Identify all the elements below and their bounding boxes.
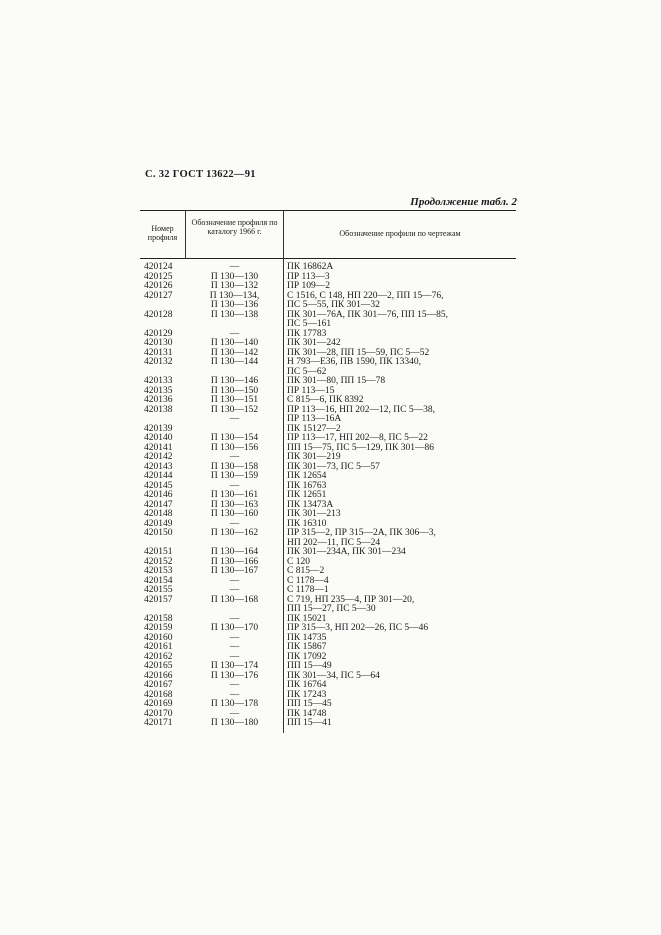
profile-number: 420124 — [144, 262, 173, 272]
catalog-designation: П 130—176 — [210, 670, 259, 681]
table-row — [140, 624, 520, 634]
profile-number: 420148 — [144, 509, 173, 519]
profile-number: 420165 — [144, 661, 173, 671]
drawing-designation: ПК 17092 — [287, 651, 327, 662]
catalog-designation: П 130—134, — [209, 290, 260, 301]
catalog-designation: — — [229, 585, 240, 595]
drawing-designation: ПК 14735 — [287, 632, 327, 643]
profile-number: 420152 — [144, 556, 173, 567]
profile-number: 420153 — [144, 566, 173, 576]
profile-number: 420130 — [144, 338, 173, 348]
drawing-designation: ПР 113—17, НП 202—8, ПС 5—22 — [287, 433, 428, 443]
drawing-designation: ПК 301—213 — [287, 509, 341, 519]
catalog-designation: П 130—160 — [210, 509, 259, 519]
drawing-designation: ПК 301—34, ПС 5—64 — [287, 670, 380, 681]
page-header: С. 32 ГОСТ 13622—91 — [145, 169, 256, 180]
profile-number: 420161 — [144, 642, 173, 652]
drawing-designation: ПК 16764 — [287, 680, 327, 690]
profile-number: 420146 — [144, 490, 173, 500]
table-row — [140, 263, 520, 273]
drawing-designation: ПК 301—242 — [287, 338, 341, 348]
catalog-designation: П 130—159 — [210, 471, 259, 481]
drawing-designation: ПП 15—45 — [287, 699, 332, 709]
drawing-designation: Н 793—Е36, ПВ 1590, ПК 13340, — [287, 357, 422, 367]
catalog-designation: П 130—138 — [210, 309, 259, 320]
catalog-designation: — — [229, 651, 240, 662]
drawing-designation: ПК 14748 — [287, 708, 327, 719]
table-row — [140, 643, 520, 653]
drawing-designation: ПК 301—76А, ПК 301—76, ПП 15—85, — [287, 309, 448, 320]
catalog-designation: П 130—132 — [210, 281, 259, 291]
catalog-designation: — — [229, 613, 240, 624]
drawing-designation: ПК 16763 — [287, 480, 327, 491]
table-row — [140, 672, 520, 682]
profile-number: 420170 — [144, 708, 173, 719]
profile-number: 420126 — [144, 281, 173, 291]
drawing-designation: С 120 — [287, 556, 310, 567]
catalog-designation: — — [229, 262, 240, 272]
catalog-designation: — — [229, 414, 240, 424]
drawing-designation: ПК 301—219 — [287, 452, 341, 462]
drawing-designation: ПР 113—16А — [287, 414, 342, 424]
profile-number: 420149 — [144, 518, 173, 529]
column-header-drawing: Обозначение профили по чертежам — [339, 229, 461, 238]
table-row — [140, 577, 520, 587]
table-row — [140, 634, 520, 644]
profile-number: 420143 — [144, 461, 173, 472]
table-header-rule — [140, 258, 516, 259]
profile-number: 420133 — [144, 376, 173, 386]
drawing-designation: ПР 315—3, НП 202—26, ПС 5—46 — [287, 623, 429, 633]
profile-number: 420157 — [144, 594, 173, 605]
profile-number: 420169 — [144, 699, 173, 709]
catalog-designation: — — [229, 328, 240, 339]
table-row — [140, 558, 520, 568]
drawing-designation: ПК 12654 — [287, 471, 327, 481]
profile-number: 420151 — [144, 547, 173, 557]
catalog-designation: — — [229, 708, 240, 719]
profile-number: 420141 — [144, 442, 173, 453]
drawing-designation: ПК 301—80, ПП 15—78 — [287, 376, 386, 386]
profile-number: 420150 — [144, 528, 173, 538]
catalog-designation: — — [229, 518, 240, 529]
table-row — [140, 510, 520, 520]
catalog-designation: П 130—140 — [210, 338, 259, 348]
drawing-designation: ПР 315—2, ПР 315—2А, ПК 306—3, — [287, 528, 436, 538]
profile-number: 420147 — [144, 499, 173, 510]
catalog-designation: П 130—158 — [210, 461, 259, 472]
column-header-number: Номер профиля — [147, 224, 178, 242]
drawing-designation: ПС 5—161 — [287, 319, 332, 329]
catalog-designation: П 130—162 — [210, 528, 259, 538]
drawing-designation: ПК 301—28, ПП 15—59, ПС 5—52 — [287, 347, 430, 358]
profile-number: 420135 — [144, 385, 173, 396]
catalog-designation: П 130—144 — [210, 357, 259, 367]
catalog-designation: П 130—136 — [210, 300, 259, 310]
catalog-designation: П 130—168 — [210, 594, 259, 605]
profile-number: 420162 — [144, 651, 173, 662]
catalog-designation: П 130—170 — [210, 623, 259, 633]
profile-number: 420131 — [144, 347, 173, 358]
profile-number: 420160 — [144, 632, 173, 643]
catalog-designation: П 130—163 — [210, 499, 259, 510]
catalog-designation: — — [229, 452, 240, 462]
profile-number: 420140 — [144, 433, 173, 443]
profile-number: 420167 — [144, 680, 173, 690]
drawing-designation: ПК 301—73, ПС 5—57 — [287, 461, 380, 472]
continuation-label: Продолжение табл. 2 — [410, 196, 517, 208]
drawing-designation: ПП 15—41 — [287, 718, 332, 728]
drawing-designation: ПК 16310 — [287, 518, 327, 529]
profile-number: 420159 — [144, 623, 173, 633]
profile-number: 420138 — [144, 404, 173, 415]
table-row — [140, 605, 520, 615]
catalog-designation: — — [229, 575, 240, 586]
table-body — [140, 263, 520, 729]
drawing-designation: С 719, НП 235—4, ПР 301—20, — [287, 594, 415, 605]
drawing-designation: ПР 113—16, НП 202—12, ПС 5—38, — [287, 404, 435, 415]
catalog-designation: П 130—166 — [210, 556, 259, 567]
table-row — [140, 358, 520, 368]
drawing-designation: ПП 15—75, ПС 5—129, ПК 301—86 — [287, 442, 434, 453]
drawing-designation: ПК 17243 — [287, 689, 327, 700]
drawing-designation: С 1178—1 — [287, 585, 329, 595]
catalog-designation: П 130—142 — [210, 347, 259, 358]
catalog-designation: — — [229, 480, 240, 491]
profile-number: 420144 — [144, 471, 173, 481]
drawing-designation: ПК 16862А — [287, 262, 334, 272]
drawing-designation: ПП 15—49 — [287, 661, 332, 671]
catalog-designation: П 130—152 — [210, 404, 259, 415]
drawing-designation: ПК 15867 — [287, 642, 327, 652]
table-row — [140, 320, 520, 330]
drawing-designation: ПК 15127—2 — [287, 423, 341, 434]
profile-number: 420139 — [144, 423, 173, 434]
table-row — [140, 472, 520, 482]
catalog-designation: — — [229, 680, 240, 690]
column-header-catalog: Обозначение профиля по каталогу 1966 г. — [191, 218, 278, 236]
profile-number: 420129 — [144, 328, 173, 339]
table-row — [140, 719, 520, 729]
drawing-designation: ПК 301—234А, ПК 301—234 — [287, 547, 406, 557]
profile-number: 420127 — [144, 290, 173, 301]
catalog-designation: П 130—146 — [210, 376, 259, 386]
catalog-designation: — — [229, 642, 240, 652]
catalog-designation: П 130—178 — [210, 699, 259, 709]
profile-number: 420145 — [144, 480, 173, 491]
drawing-designation: ПК 17783 — [287, 328, 327, 339]
profile-number: 420136 — [144, 395, 173, 405]
profile-number: 420125 — [144, 271, 173, 282]
profile-number: 420132 — [144, 357, 173, 367]
drawing-designation: С 1178—4 — [287, 575, 329, 586]
catalog-designation: П 130—164 — [210, 547, 259, 557]
drawing-designation: ПК 13473А — [287, 499, 334, 510]
table-row — [140, 482, 520, 492]
table-row — [140, 567, 520, 577]
table-top-rule — [140, 210, 516, 211]
drawing-designation: ПС 5—62 — [287, 366, 327, 377]
drawing-designation: ПР 113—3 — [287, 271, 330, 282]
drawing-designation: ПК 12651 — [287, 490, 327, 500]
catalog-designation: П 130—151 — [210, 395, 259, 405]
drawing-designation: ПР 109—2 — [287, 281, 331, 291]
catalog-designation: — — [229, 689, 240, 700]
catalog-designation: П 130—180 — [210, 718, 259, 728]
profile-number: 420142 — [144, 452, 173, 462]
profile-number: 420158 — [144, 613, 173, 624]
profile-number: 420168 — [144, 689, 173, 700]
catalog-designation: П 130—174 — [210, 661, 259, 671]
drawing-designation: ПС 5—55, ПК 301—32 — [287, 300, 380, 310]
table-row — [140, 681, 520, 691]
profile-number: 420128 — [144, 309, 173, 320]
drawing-designation: ПК 15021 — [287, 613, 327, 624]
profile-number: 420166 — [144, 670, 173, 681]
profile-number: 420155 — [144, 585, 173, 595]
table-row — [140, 700, 520, 710]
catalog-designation: П 130—156 — [210, 442, 259, 453]
drawing-designation: ПП 15—27, ПС 5—30 — [287, 604, 376, 614]
catalog-designation: — — [229, 632, 240, 643]
drawing-designation: С 815—2 — [287, 566, 325, 576]
table-row — [140, 273, 520, 283]
catalog-designation: П 130—130 — [210, 271, 259, 282]
catalog-designation: П 130—161 — [210, 490, 259, 500]
table-row — [140, 548, 520, 558]
catalog-designation: П 130—154 — [210, 433, 259, 443]
drawing-designation: С 815—6, ПК 8392 — [287, 395, 364, 405]
drawing-designation: ПР 113—15 — [287, 385, 335, 396]
catalog-designation: П 130—167 — [210, 566, 259, 576]
profile-number: 420171 — [144, 718, 173, 728]
drawing-designation: НП 202—11, ПС 5—24 — [287, 537, 381, 548]
profile-number: 420154 — [144, 575, 173, 586]
catalog-designation: П 130—150 — [210, 385, 259, 396]
table-row — [140, 463, 520, 473]
drawing-designation: С 1516, С 148, НП 220—2, ПП 15—76, — [287, 290, 444, 301]
